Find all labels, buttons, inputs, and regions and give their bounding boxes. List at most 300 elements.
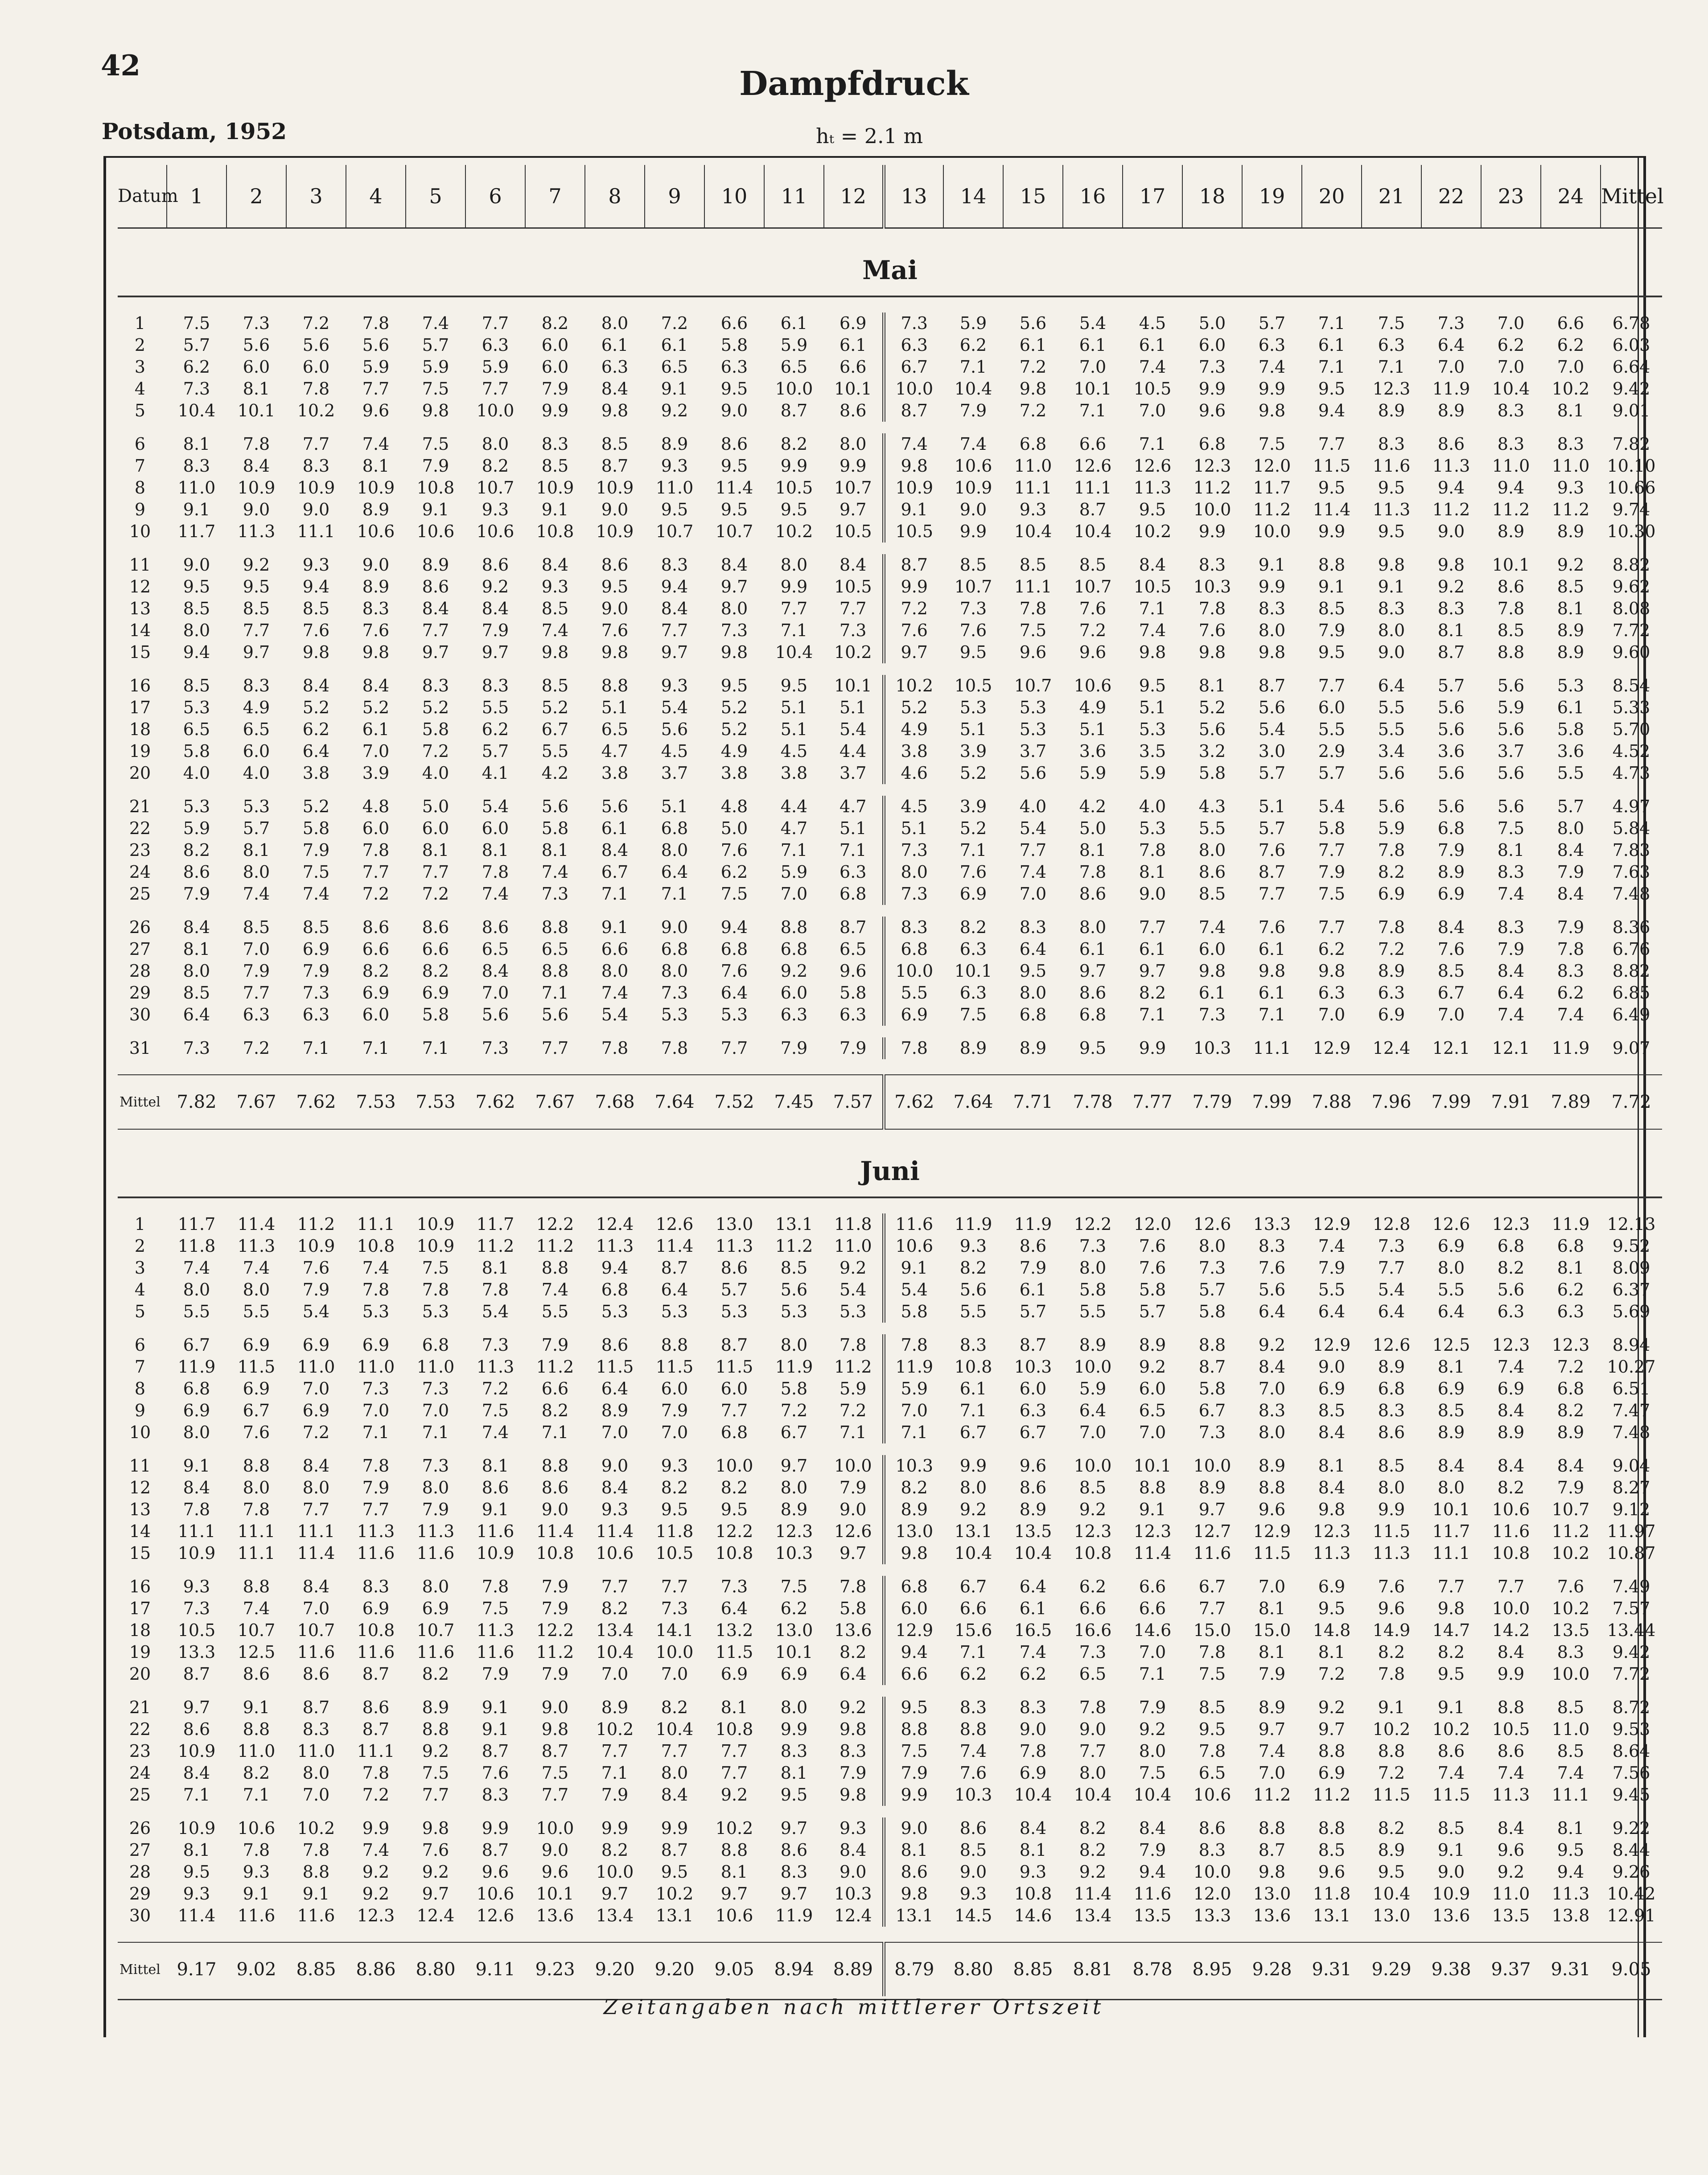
value-cell: 7.9	[482, 1664, 509, 1684]
value-cell: 8.4	[1437, 1456, 1465, 1476]
footer-note: Zeitangaben nach mittlerer Ortszeit	[603, 1995, 1105, 2019]
value-cell: 9.0	[824, 1861, 884, 1883]
value-cell: 7.8	[362, 840, 390, 860]
value-cell: 12.6	[655, 1214, 694, 1234]
value-cell: 7.5	[422, 1763, 449, 1783]
value-cell: 5.6	[1497, 720, 1525, 739]
value-cell: 9.1	[1378, 577, 1405, 596]
value-cell: 13.6	[1432, 1906, 1470, 1925]
value-cell: 10.9	[297, 1236, 335, 1256]
value-cell: 5.3	[1019, 720, 1047, 739]
value-cell: 6.9	[1437, 884, 1465, 904]
value-cell: 7.7	[362, 862, 390, 882]
value-cell: 8.0	[183, 621, 210, 640]
value-cell: 14.6	[1014, 1906, 1052, 1925]
value-cell: 7.7	[1318, 917, 1346, 937]
value-cell: 3.9	[362, 763, 390, 783]
value-cell: 7.1	[1139, 1664, 1166, 1684]
value-cell: 8.1	[482, 1456, 509, 1476]
value-cell: 8.3	[1198, 555, 1226, 575]
day-cell: 16	[129, 676, 151, 695]
value-cell: 10.6	[1074, 676, 1112, 695]
value-cell: 7.7	[482, 313, 509, 333]
column-header-hour: 13	[884, 165, 943, 228]
value-cell: 7.0	[422, 1401, 449, 1420]
value-cell: 9.5	[720, 500, 748, 519]
value-cell: 8.0	[482, 434, 509, 454]
value-cell: 6.7	[959, 1577, 987, 1596]
value-cell: 12.4	[596, 1214, 634, 1234]
value-cell: 7.4	[1318, 1236, 1346, 1256]
value-cell: 9.8	[1378, 555, 1405, 575]
value-cell: 7.7	[422, 621, 449, 640]
value-cell: 10.4	[1074, 522, 1112, 541]
value-cell: 8.4	[302, 1456, 330, 1476]
value-cell: 6.0	[302, 357, 330, 377]
value-cell: 7.0	[780, 884, 808, 904]
value-cell: 5.6	[302, 335, 330, 355]
value-cell: 9.6	[1019, 642, 1047, 662]
value-cell: 7.7	[362, 1500, 390, 1519]
value-cell: 10.2	[895, 676, 934, 695]
value-cell: 8.0	[601, 313, 629, 333]
value-cell: 9.4	[1557, 1862, 1585, 1882]
value-cell: 12.3	[1074, 1521, 1112, 1541]
value-cell: 8.2	[183, 840, 210, 860]
value-cell: 8.6	[1198, 1818, 1226, 1838]
value-cell: 8.3	[824, 1740, 884, 1762]
day-cell: 19	[129, 1642, 151, 1662]
value-cell: 7.9	[1318, 862, 1346, 882]
mean-value-cell: 8.95	[1182, 1942, 1242, 1996]
month-name: Mai	[862, 255, 918, 285]
mean-value-cell: 7.52	[704, 1075, 764, 1129]
value-cell: 5.6	[1497, 676, 1525, 695]
value-cell: 16.5	[1014, 1620, 1052, 1640]
value-cell: 8.1	[1557, 599, 1585, 618]
value-cell: 4.0	[1139, 797, 1166, 816]
value-cell: 7.5	[302, 862, 330, 882]
value-cell: 12.7	[1193, 1521, 1231, 1541]
column-header-hour: 1	[167, 165, 226, 228]
value-cell: 5.6	[661, 720, 688, 739]
value-cell: 5.5	[1198, 818, 1226, 838]
value-cell: 12.9	[1313, 1335, 1351, 1355]
value-cell: 12.9	[1253, 1521, 1291, 1541]
value-cell: 5.1	[780, 698, 808, 717]
value-cell: 7.4	[541, 621, 569, 640]
value-cell: 11.8	[177, 1236, 216, 1256]
value-cell: 7.1	[422, 1038, 449, 1058]
value-cell: 7.1	[901, 1423, 928, 1442]
table-row	[118, 1378, 1662, 1400]
value-cell: 7.5	[422, 434, 449, 454]
table-row	[118, 796, 1662, 818]
month-title	[118, 1129, 1662, 1197]
day-cell: 23	[129, 840, 151, 860]
value-cell: 7.2	[422, 884, 449, 904]
value-cell: 7.4	[541, 1280, 569, 1299]
value-cell: 7.3	[482, 1038, 509, 1058]
value-cell: 9.9	[601, 1818, 629, 1838]
value-cell: 9.2	[1557, 555, 1585, 575]
value-cell: 5.6	[1019, 763, 1047, 783]
value-cell: 8.3	[959, 1698, 987, 1717]
value-cell: 10.4	[954, 1543, 992, 1563]
value-cell: 10.3	[824, 1883, 884, 1905]
value-cell: 10.0	[895, 379, 934, 399]
value-cell: 7.7	[601, 1577, 629, 1596]
table-row	[118, 1279, 1662, 1301]
value-cell: 11.3	[715, 1236, 753, 1256]
value-cell: 11.2	[1193, 478, 1231, 497]
value-cell: 8.7	[1079, 500, 1107, 519]
value-cell: 11.1	[297, 522, 335, 541]
value-cell: 5.7	[1019, 1302, 1047, 1321]
value-cell: 8.6	[1378, 1423, 1405, 1442]
value-cell: 7.6	[422, 1840, 449, 1860]
mean-value-cell: 8.78	[1123, 1942, 1182, 1996]
row-mean-cell: 10.30	[1607, 522, 1656, 541]
spacer-row	[118, 784, 1662, 796]
value-cell: 5.3	[661, 1302, 688, 1321]
value-cell: 10.3	[1014, 1357, 1052, 1377]
table-row	[118, 1762, 1662, 1784]
value-cell: 7.2	[661, 313, 688, 333]
value-cell: 5.8	[824, 982, 884, 1004]
value-cell: 5.2	[959, 763, 987, 783]
value-cell: 8.5	[183, 599, 210, 618]
value-cell: 8.7	[661, 1840, 688, 1860]
table-row	[118, 1356, 1662, 1378]
value-cell: 13.2	[715, 1620, 753, 1640]
value-cell: 10.6	[476, 522, 514, 541]
value-cell: 9.7	[1318, 1719, 1346, 1739]
value-cell: 8.1	[1198, 676, 1226, 695]
mean-value-cell: 7.71	[1003, 1075, 1063, 1129]
day-cell: 19	[129, 741, 151, 761]
overall-mean-cell: 9.05	[1601, 1942, 1662, 1996]
value-cell: 10.4	[1014, 1785, 1052, 1805]
value-cell: 7.3	[824, 620, 884, 641]
value-cell: 5.6	[780, 1280, 808, 1299]
value-cell: 7.1	[824, 1422, 884, 1443]
value-cell: 11.7	[177, 1214, 216, 1234]
value-cell: 8.4	[720, 555, 748, 575]
value-cell: 8.0	[243, 1280, 270, 1299]
value-cell: 7.9	[482, 621, 509, 640]
value-cell: 7.3	[1198, 1258, 1226, 1278]
value-cell: 9.9	[1378, 1500, 1405, 1519]
day-cell: 6	[134, 1335, 146, 1355]
value-cell: 8.3	[302, 1719, 330, 1739]
value-cell: 5.6	[1378, 797, 1405, 816]
mean-row	[118, 1942, 1662, 1996]
value-cell: 7.9	[541, 1577, 569, 1596]
value-cell: 9.0	[601, 1456, 629, 1476]
value-cell: 8.1	[1079, 840, 1107, 860]
value-cell: 9.2	[661, 401, 688, 420]
value-cell: 7.1	[959, 1642, 987, 1662]
value-cell: 6.8	[183, 1379, 210, 1398]
day-cell: 20	[129, 1664, 151, 1684]
table-row	[118, 1620, 1662, 1641]
value-cell: 6.7	[780, 1423, 808, 1442]
day-cell: 21	[129, 1698, 151, 1717]
value-cell: 8.3	[302, 456, 330, 476]
value-cell: 9.4	[1497, 478, 1525, 497]
value-cell: 10.2	[655, 1884, 694, 1904]
spacer-row	[118, 1806, 1662, 1817]
value-cell: 5.8	[1079, 1280, 1107, 1299]
value-cell: 11.4	[1313, 500, 1351, 519]
spacer-row	[118, 543, 1662, 554]
value-cell: 6.9	[362, 1599, 390, 1618]
value-cell: 9.3	[661, 676, 688, 695]
column-header-hour: 3	[286, 165, 346, 228]
value-cell: 5.6	[1437, 720, 1465, 739]
value-cell: 6.9	[1318, 1379, 1346, 1398]
value-cell: 12.3	[1492, 1335, 1530, 1355]
value-cell: 6.7	[541, 720, 569, 739]
value-cell: 11.0	[824, 1235, 884, 1257]
column-header-hour: 15	[1003, 165, 1063, 228]
day-cell: 9	[134, 1401, 146, 1420]
value-cell: 6.8	[661, 939, 688, 959]
value-cell: 6.5	[824, 938, 884, 960]
mean-value-cell: 9.05	[704, 1942, 764, 1996]
value-cell: 6.7	[1019, 1423, 1047, 1442]
table-row	[118, 334, 1662, 356]
value-cell: 11.0	[1492, 1884, 1530, 1904]
value-cell: 11.9	[775, 1906, 813, 1925]
value-cell: 8.4	[1497, 1818, 1525, 1838]
row-mean-cell: 4.52	[1612, 741, 1650, 761]
value-cell: 12.0	[1253, 456, 1291, 476]
value-cell: 12.3	[1372, 379, 1411, 399]
value-cell: 7.6	[302, 1258, 330, 1278]
value-cell: 9.0	[959, 500, 987, 519]
value-cell: 6.4	[1437, 335, 1465, 355]
value-cell: 10.5	[824, 576, 884, 598]
value-cell: 6.9	[302, 1335, 330, 1355]
value-cell: 9.3	[661, 456, 688, 476]
row-mean-cell: 7.48	[1612, 884, 1650, 904]
value-cell: 6.9	[720, 1664, 748, 1684]
spacer-row	[118, 663, 1662, 675]
value-cell: 9.0	[1318, 1357, 1346, 1377]
value-cell: 7.9	[661, 1401, 688, 1420]
value-cell: 6.4	[1019, 939, 1047, 959]
value-cell: 11.9	[954, 1214, 992, 1234]
row-mean-cell: 9.01	[1612, 401, 1650, 420]
table-row	[118, 455, 1662, 477]
value-cell: 8.4	[482, 599, 509, 618]
row-mean-cell: 7.56	[1612, 1763, 1650, 1783]
mean-value-cell: 8.80	[943, 1942, 1003, 1996]
day-cell: 28	[129, 961, 151, 981]
value-cell: 6.9	[1019, 1763, 1047, 1783]
value-cell: 6.9	[422, 983, 449, 1003]
value-cell: 8.7	[1437, 642, 1465, 662]
value-cell: 8.3	[362, 599, 390, 618]
value-cell: 11.6	[476, 1642, 514, 1662]
value-cell: 4.0	[243, 763, 270, 783]
day-cell: 12	[129, 577, 151, 596]
value-cell: 9.2	[1079, 1500, 1107, 1519]
value-cell: 12.3	[775, 1521, 813, 1541]
value-cell: 6.3	[959, 939, 987, 959]
value-cell: 7.0	[661, 1664, 688, 1684]
value-cell: 3.7	[824, 762, 884, 784]
value-cell: 8.8	[1198, 1335, 1226, 1355]
value-cell: 7.0	[362, 1401, 390, 1420]
spacer-row	[118, 296, 1662, 312]
value-cell: 6.3	[780, 1005, 808, 1024]
value-cell: 12.3	[1552, 1335, 1590, 1355]
value-cell: 8.9	[1437, 1423, 1465, 1442]
value-cell: 6.0	[720, 1379, 748, 1398]
day-cell: 26	[129, 917, 151, 937]
value-cell: 9.5	[661, 1500, 688, 1519]
value-cell: 11.7	[177, 522, 216, 541]
value-cell: 7.7	[1318, 676, 1346, 695]
value-cell: 7.4	[1198, 917, 1226, 937]
value-cell: 6.0	[780, 983, 808, 1003]
value-cell: 11.3	[476, 1357, 514, 1377]
value-cell: 7.4	[302, 884, 330, 904]
value-cell: 6.9	[362, 983, 390, 1003]
value-cell: 11.7	[476, 1214, 514, 1234]
table-row	[118, 1641, 1662, 1663]
value-cell: 13.4	[596, 1620, 634, 1640]
value-cell: 7.5	[422, 379, 449, 399]
value-cell: 10.5	[1492, 1719, 1530, 1739]
row-mean-cell: 6.76	[1612, 939, 1650, 959]
value-cell: 11.4	[715, 478, 753, 497]
value-cell: 10.9	[596, 522, 634, 541]
value-cell: 8.9	[1019, 1038, 1047, 1058]
value-cell: 5.2	[720, 698, 748, 717]
value-cell: 5.6	[1497, 797, 1525, 816]
table-row	[118, 576, 1662, 598]
value-cell: 5.4	[302, 1302, 330, 1321]
value-cell: 8.2	[1378, 1818, 1405, 1838]
value-cell: 7.0	[482, 983, 509, 1003]
value-cell: 8.1	[1497, 840, 1525, 860]
value-cell: 6.8	[720, 939, 748, 959]
table-row	[118, 719, 1662, 740]
value-cell: 11.6	[1372, 456, 1411, 476]
value-cell: 7.6	[1557, 1577, 1585, 1596]
value-cell: 8.2	[422, 1664, 449, 1684]
value-cell: 6.2	[780, 1599, 808, 1618]
value-cell: 8.1	[362, 456, 390, 476]
value-cell: 7.2	[302, 1423, 330, 1442]
value-cell: 7.2	[1378, 1763, 1405, 1783]
mean-value-cell: 7.64	[645, 1075, 704, 1129]
value-cell: 7.9	[422, 456, 449, 476]
value-cell: 9.5	[959, 642, 987, 662]
row-mean-cell: 6.85	[1612, 983, 1650, 1003]
value-cell: 7.1	[661, 884, 688, 904]
value-cell: 6.0	[243, 357, 270, 377]
value-cell: 7.9	[1497, 939, 1525, 959]
value-cell: 8.1	[901, 1840, 928, 1860]
row-mean-cell: 9.74	[1612, 500, 1650, 519]
value-cell: 7.9	[1437, 840, 1465, 860]
value-cell: 3.5	[1139, 741, 1166, 761]
value-cell: 5.4	[482, 1302, 509, 1321]
value-cell: 8.2	[601, 1840, 629, 1860]
value-cell: 6.2	[720, 862, 748, 882]
value-cell: 9.7	[422, 642, 449, 662]
value-cell: 10.9	[895, 478, 934, 497]
value-cell: 9.4	[661, 577, 688, 596]
value-cell: 8.3	[1198, 1840, 1226, 1860]
value-cell: 6.7	[1437, 983, 1465, 1003]
value-cell: 6.1	[1258, 983, 1286, 1003]
value-cell: 6.7	[1198, 1577, 1226, 1596]
value-cell: 3.7	[661, 763, 688, 783]
value-cell: 6.4	[720, 983, 748, 1003]
mean-value-cell: 7.45	[764, 1075, 824, 1129]
value-cell: 7.3	[901, 884, 928, 904]
table-row	[118, 1598, 1662, 1620]
value-cell: 9.1	[183, 1456, 210, 1476]
table-row	[118, 1576, 1662, 1598]
day-cell: 28	[129, 1862, 151, 1882]
value-cell: 8.7	[302, 1698, 330, 1717]
day-cell: 5	[134, 1302, 146, 1321]
value-cell: 12.6	[1432, 1214, 1470, 1234]
value-cell: 9.1	[1258, 555, 1286, 575]
value-cell: 8.3	[959, 1335, 987, 1355]
value-cell: 5.7	[183, 335, 210, 355]
column-header-date: Datum	[118, 165, 167, 228]
column-header-hour: 21	[1362, 165, 1421, 228]
value-cell: 9.4	[1139, 1862, 1166, 1882]
value-cell: 8.1	[541, 840, 569, 860]
value-cell: 6.0	[901, 1599, 928, 1618]
mean-value-cell: 8.89	[824, 1942, 884, 1996]
value-cell: 9.0	[1019, 1719, 1047, 1739]
value-cell: 11.2	[1552, 500, 1590, 519]
value-cell: 9.9	[959, 1456, 987, 1476]
value-cell: 9.6	[1019, 1456, 1047, 1476]
mean-row-label: Mittel	[118, 1942, 167, 1996]
value-cell: 12.0	[1133, 1214, 1172, 1234]
value-cell: 11.2	[536, 1357, 574, 1377]
value-cell: 5.6	[362, 335, 390, 355]
value-cell: 11.3	[1492, 1785, 1530, 1805]
value-cell: 8.0	[1079, 1763, 1107, 1783]
value-cell: 6.9	[422, 1599, 449, 1618]
value-cell: 7.0	[302, 1785, 330, 1805]
mean-value-cell: 7.53	[346, 1075, 406, 1129]
value-cell: 8.8	[302, 1862, 330, 1882]
row-mean-cell: 7.47	[1612, 1401, 1650, 1420]
value-cell: 7.9	[1318, 621, 1346, 640]
month-title	[118, 228, 1662, 297]
value-cell: 7.0	[1019, 884, 1047, 904]
table-row	[118, 839, 1662, 861]
column-header-hour: 14	[943, 165, 1003, 228]
value-cell: 9.3	[824, 1817, 884, 1839]
value-cell: 8.9	[1258, 1456, 1286, 1476]
value-cell: 5.6	[1497, 1280, 1525, 1299]
day-cell: 3	[134, 357, 146, 377]
